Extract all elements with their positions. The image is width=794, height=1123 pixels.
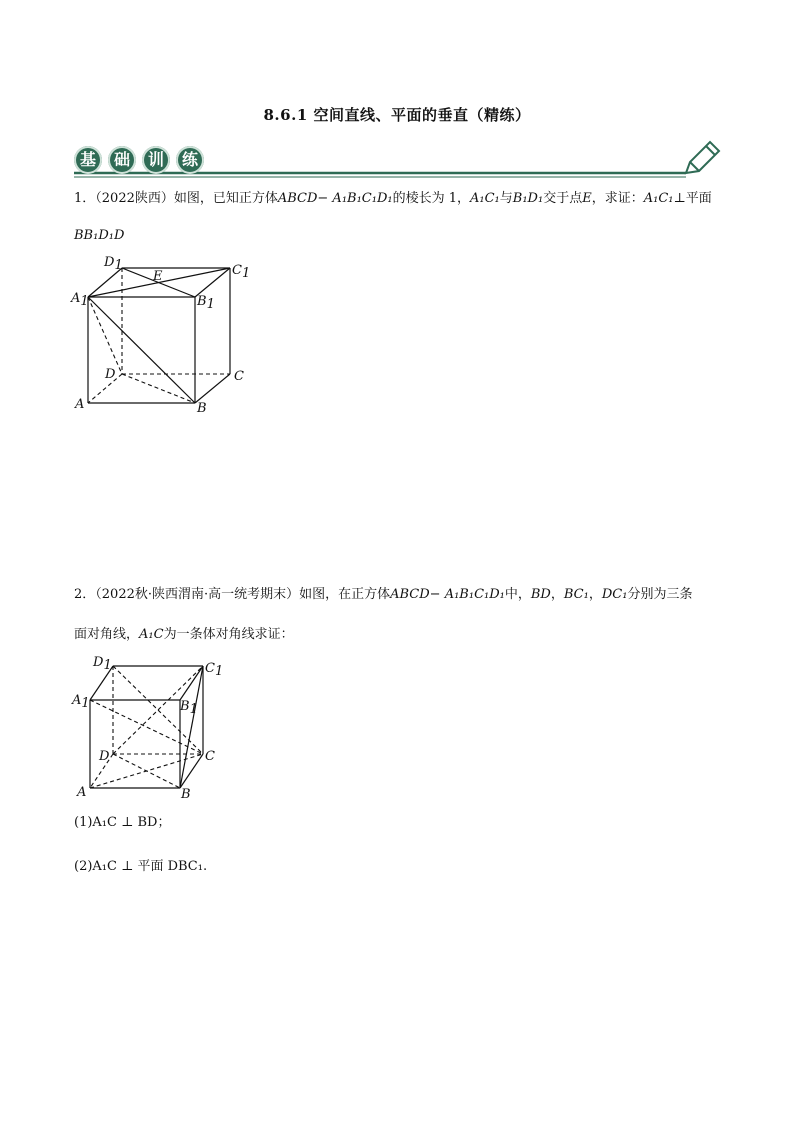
section-heading <box>74 146 204 174</box>
label-A1: A1 <box>71 291 89 309</box>
label-C1: C1 <box>205 661 224 679</box>
label-C: C <box>234 369 244 384</box>
pencil-icon <box>686 142 719 173</box>
section-char: 训 <box>142 146 170 174</box>
section-char: 础 <box>108 146 136 174</box>
label-A1: A1 <box>72 693 90 711</box>
question-1-plane: BB₁D₁D <box>74 228 125 243</box>
label-A: A <box>75 397 85 412</box>
question-1-figure <box>70 252 260 422</box>
label-C1: C1 <box>232 263 251 281</box>
label-D: D <box>99 749 110 764</box>
question-2-text-line2: 面对角线，A₁C为一条体对角线求证： <box>74 627 294 642</box>
label-A: A <box>77 785 87 800</box>
question-2-figure <box>70 652 230 804</box>
question-2-text: 2．（2022秋·陕西渭南·高一统考期末）如图，在正方体ABCD− A₁B₁C₁D₁中，BD，BC₁，DC₁分别为三条 <box>74 587 693 602</box>
section-char: 练 <box>176 146 204 174</box>
label-D1: D1 <box>104 255 123 273</box>
page-title: 8.6.1 空间直线、平面的垂直（精练） <box>263 106 531 124</box>
label-B: B <box>181 787 191 802</box>
label-B1: B1 <box>197 294 215 312</box>
question-2-part-1: (1)A₁C ⊥ BD； <box>74 815 171 830</box>
label-C: C <box>205 749 215 764</box>
question-1-text: 1．（2022陕西）如图，已知正方体ABCD− A₁B₁C₁D₁的棱长为 1，A₁C₁与B₁D₁交于点E，求证：A₁C₁⊥平面 <box>74 191 712 206</box>
question-2-part-2: (2)A₁C ⊥ 平面 DBC₁. <box>74 859 208 874</box>
label-B: B <box>197 401 207 416</box>
label-D: D <box>105 367 116 382</box>
label-B1: B1 <box>180 699 198 717</box>
section-char: 基 <box>74 146 102 174</box>
label-E: E <box>153 269 163 284</box>
label-D1: D1 <box>93 655 112 673</box>
